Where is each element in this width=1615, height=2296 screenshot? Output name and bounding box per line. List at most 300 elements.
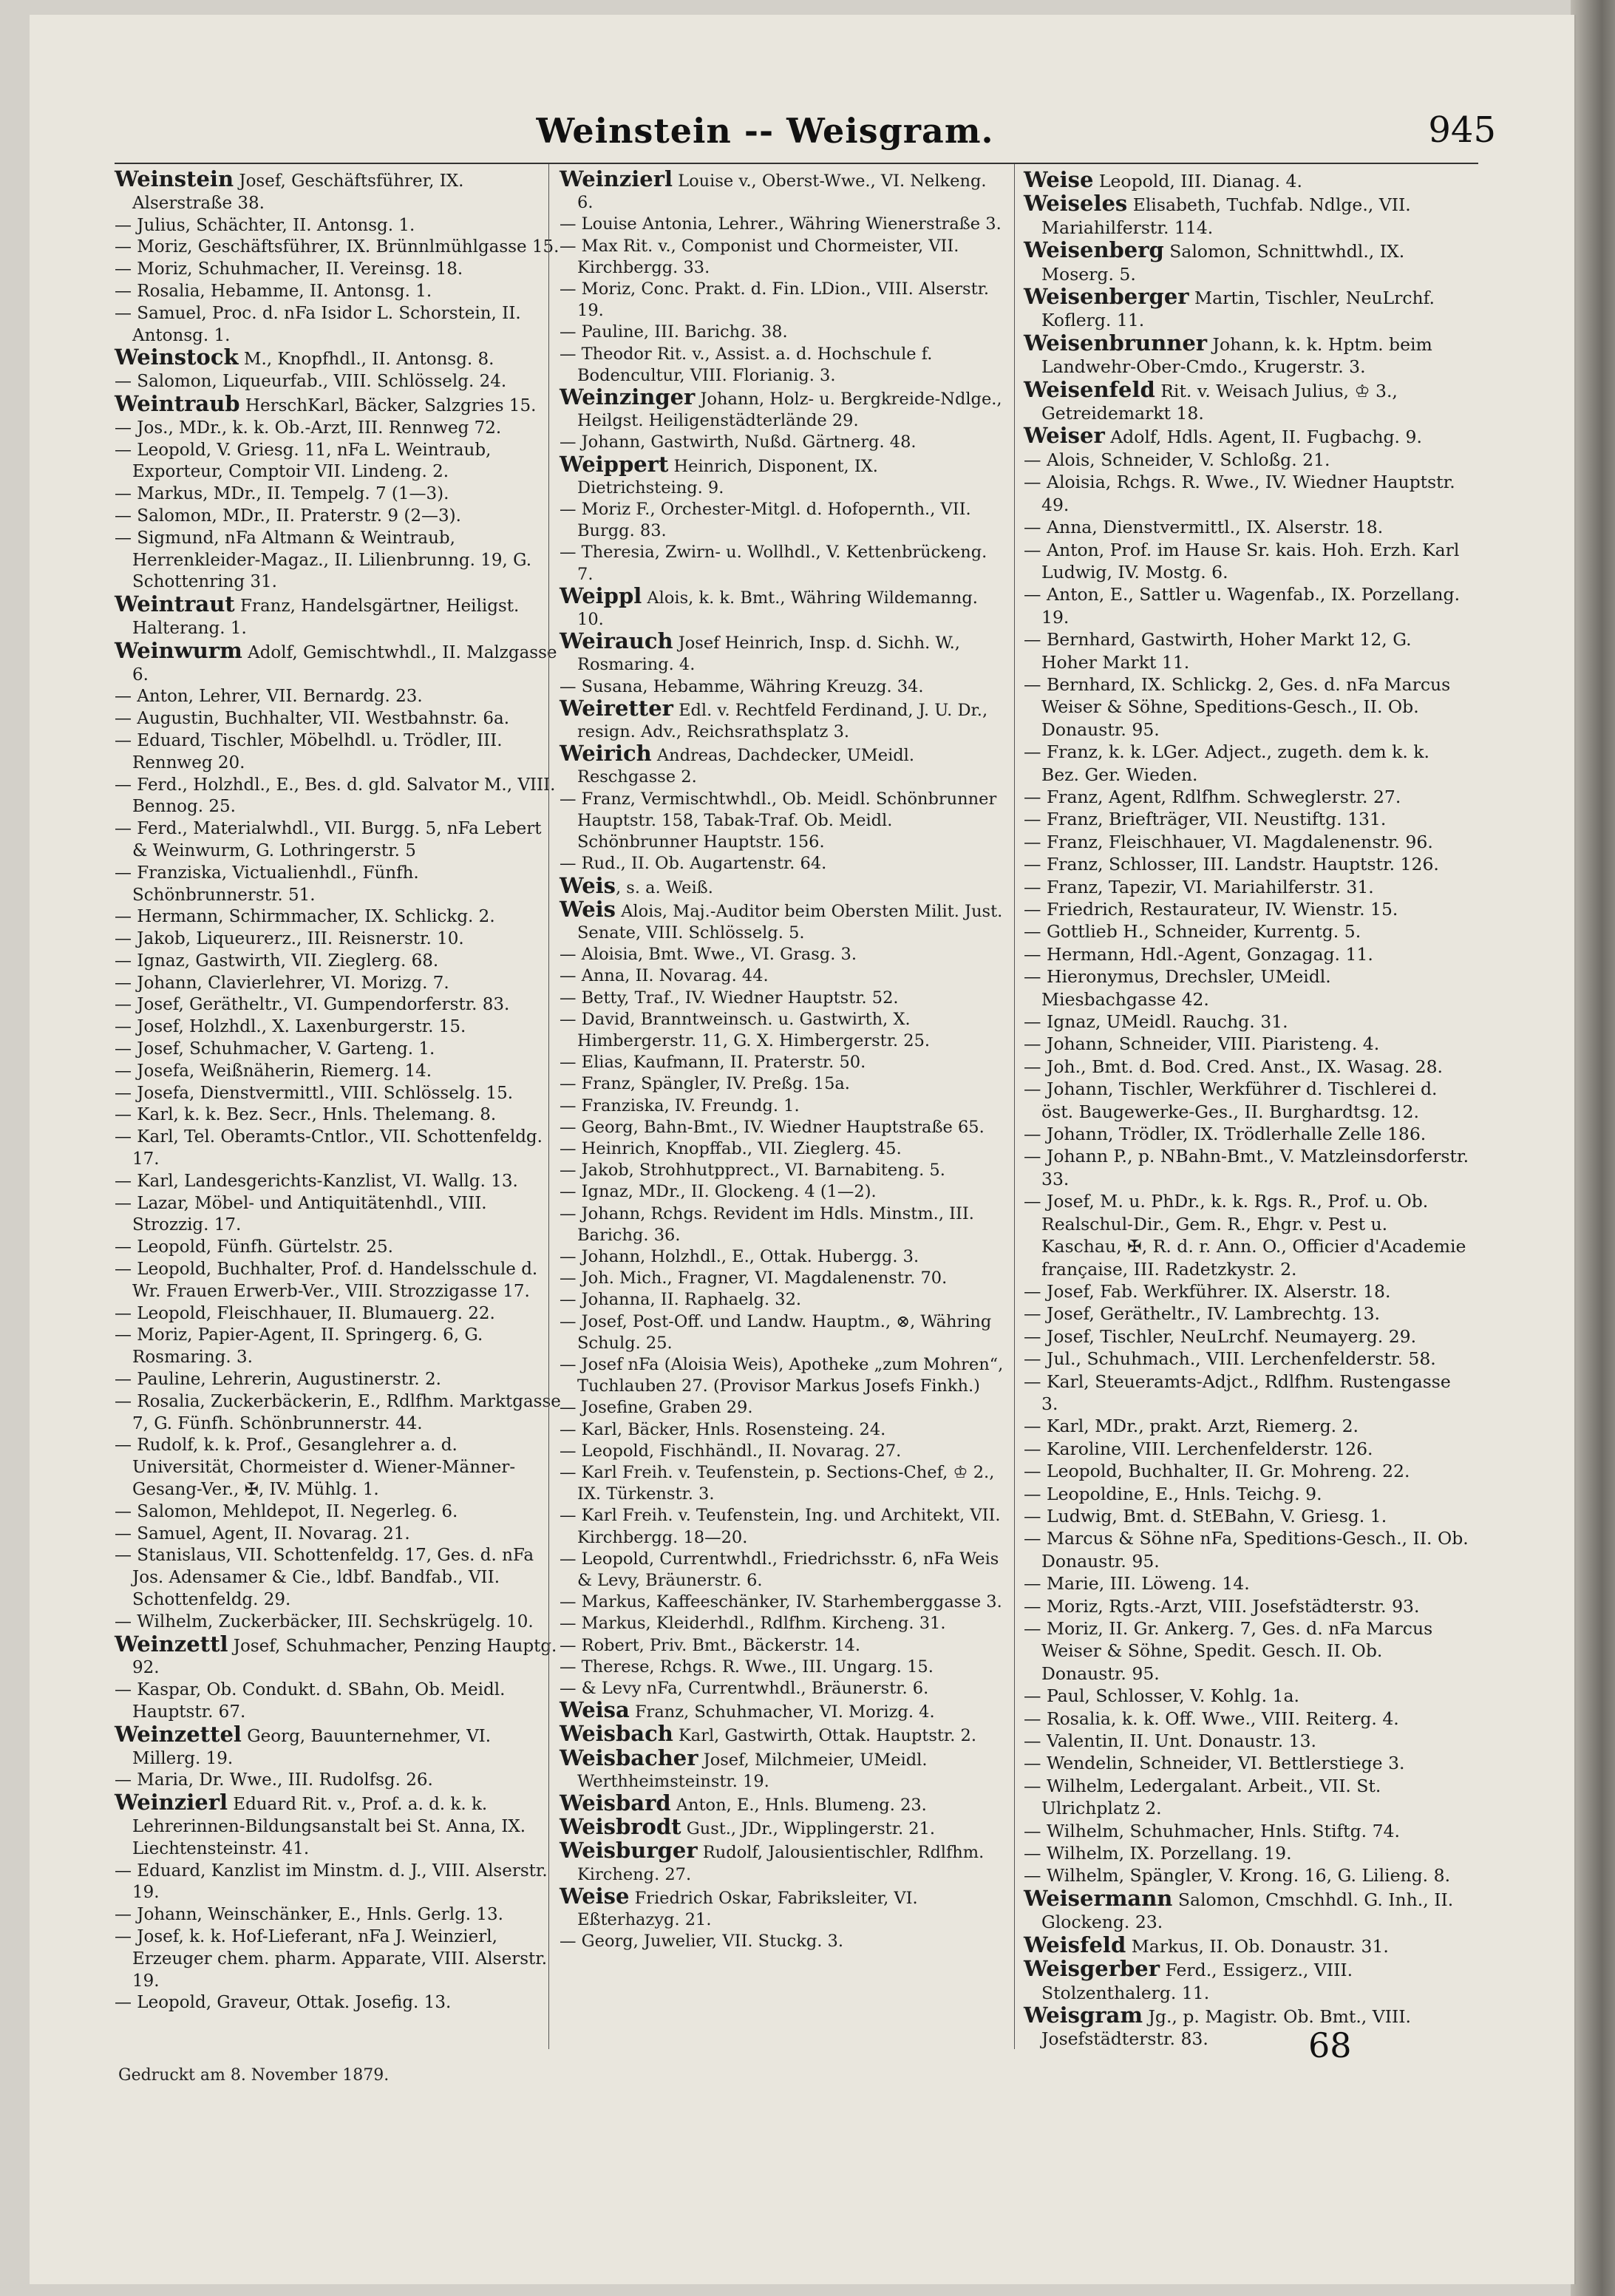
directory-entry [115,371,562,393]
entry-text: — Wilhelm, Zuckerbäcker, III. Sechskrügelg. 10. [115,1611,534,1631]
entry-text: — Franz, Fleischhauer, VI. Magdalenenstr. 96. [1024,831,1433,852]
entry-text: Salomon, Cmschhdl. G. Inh., II. Glockeng. 23. [1041,1889,1454,1933]
entry-text: — Jos., MDr., k. k. Ob.-Arzt, III. Rennweg 72. [115,418,502,438]
directory-entry [1024,583,1471,628]
directory-entry [115,1061,562,1083]
directory-entry [1024,516,1471,538]
entry-text: Rit. v. Weisach Julius, ♔ 3., Getreidemarkt 18. [1041,380,1398,424]
directory-entry [1024,1056,1471,1078]
entry-surname: Weisa [560,1697,630,1723]
directory-entry [1024,1730,1471,1752]
entry-surname: Weisenfeld [1024,376,1155,402]
directory-entry [115,591,562,640]
directory-entry [560,585,1007,631]
entry-text: — Leopold, Graveur, Ottak. Josefig. 13. [115,1993,452,2013]
entry-text: — Josef, Holzhdl., X. Laxenburgerstr. 15. [115,1017,466,1037]
entry-text: Adolf, Hdls. Agent, II. Fugbachg. 9. [1104,427,1422,448]
directory-entry [115,390,562,418]
directory-entry [115,730,562,775]
directory-entry [115,1679,562,1724]
directory-entry [115,259,562,281]
directory-entry [560,344,1007,387]
directory-entry [560,1657,1007,1678]
directory-entry [560,1268,1007,1289]
directory-entry [115,506,562,528]
column-divider-1 [548,164,549,2049]
entry-text: — Wilhelm, Schuhmacher, Hnls. Stiftg. 74. [1024,1820,1400,1841]
entry-text: — Louise Antonia, Lehrer., Währing Wienerstraße 3. [560,214,1002,234]
entry-text: — Pauline, Lehrerin, Augustinerstr. 2. [115,1370,441,1390]
directory-entry [1024,1438,1471,1460]
directory-entry [560,1678,1007,1699]
directory-entry [1024,1595,1471,1617]
entry-text: — Ignaz, MDr., II. Glockeng. 4 (1—2). [560,1182,877,1202]
header-rule [115,163,1478,164]
directory-entry [115,1721,562,1770]
directory-entry [560,1073,1007,1095]
entry-text: — Friedrich, Restaurateur, IV. Wienstr. 15. [1024,899,1398,920]
printing-date: Gedruckt am 8. November 1879. [118,2066,390,2085]
entry-text: — Rudolf, k. k. Prof., Gesanglehrer a. d. Universität, Chormeister d. Wiener-Männer-Gesang-Ver., ✠, IV. Mühlg. 1. [115,1436,516,1500]
entry-text: Josef, Geschäftsführer, IX. Alserstraße 38. [132,171,464,213]
directory-entry [560,1790,1007,1816]
entry-text: — Eduard, Tischler, Möbelhdl. u. Trödler, III. Rennweg 20. [115,730,503,772]
entry-text: — Hieronymus, Drechsler, UMeidl. Miesbachgasse 42. [1024,966,1331,1010]
entry-surname: Weiser [1024,423,1105,449]
directory-entry [115,1083,562,1105]
directory-entry [560,279,1007,322]
entry-text: — Moriz F., Orchester-Mitgl. d. Hofopernth., VII. Burgg. 83. [560,500,971,541]
entry-text: — Franz, Tapezir, VI. Mariahilferstr. 31. [1024,876,1374,897]
directory-entry [115,344,562,371]
directory-entry [560,1052,1007,1073]
directory-entry [1024,1617,1471,1685]
entry-text: — Anna, II. Novarag. 44. [560,966,769,986]
directory-entry [1024,1460,1471,1482]
directory-entry [115,1237,562,1259]
entry-text: — Josef, Schuhmacher, V. Garteng. 1. [115,1039,435,1059]
directory-entry [560,1397,1007,1419]
entry-text: — Leopold, Buchhalter, II. Gr. Mohreng. 22. [1024,1461,1410,1482]
directory-entry [115,1391,562,1436]
directory-entry [1024,1011,1471,1033]
directory-entry [1024,285,1471,332]
entry-surname: Weisgerber [1024,1956,1160,1982]
entry-text: — Karl Freih. v. Teufenstein, Ing. und Architekt, VII. Kirchbergg. 18—20. [560,1506,1001,1547]
entry-surname: Weisfeld [1024,1932,1126,1957]
entry-text: — Leopold, Currentwhdl., Friedrichsstr. 6, nFa Weis & Levy, Bräunerstr. 6. [560,1549,999,1590]
directory-entry [115,1611,562,1634]
directory-entry [115,1926,562,1992]
directory-entry [560,1462,1007,1505]
entry-text: — Salomon, MDr., II. Praterstr. 9 (2—3). [115,506,461,526]
entry-text: — Wilhelm, Ledergalant. Arbeit., VII. St. Ulrichplatz 2. [1024,1775,1381,1819]
entry-text: — Georg, Bahn-Bmt., IV. Wiedner Hauptstraße 65. [560,1117,985,1137]
entry-text: Alois, k. k. Bmt., Währing Wildemanng. 10. [577,588,978,630]
directory-entry [560,944,1007,965]
directory-entry [115,818,562,863]
entry-text: — Aloisia, Rchgs. R. Wwe., IV. Wiedner Hauptstr. 49. [1024,472,1455,515]
directory-entry [1024,1820,1471,1842]
entry-text: — Josefa, Weißnäherin, Riemerg. 14. [115,1061,432,1081]
directory-entry [560,1289,1007,1311]
directory-entry [1024,1190,1471,1280]
directory-entry [115,1631,562,1680]
entry-surname: Weise [1024,167,1094,192]
directory-entry [560,853,1007,874]
entry-text: — Franz, k. k. LGer. Adject., zugeth. dem k. k. Bez. Ger. Wieden. [1024,741,1430,785]
directory-entry [1024,1864,1471,1886]
entry-text: Karl, Gastwirth, Ottak. Hauptstr. 2. [673,1726,976,1746]
entry-text: — Markus, Kleiderhdl., Rdlfhm. Kircheng. 31. [560,1614,946,1634]
entry-text: — Moriz, Schuhmacher, II. Vereinsg. 18. [115,259,463,279]
directory-entry [1024,965,1471,1011]
entry-text: — Eduard, Kanzlist im Minstm. d. J., VIII. Alserstr. 19. [115,1861,548,1903]
entry-text: — Therese, Rchgs. R. Wwe., III. Ungarg. 15. [560,1657,934,1677]
directory-entry [115,528,562,594]
directory-entry [1024,449,1471,471]
entry-text: — Josef nFa (Aloisia Weis), Apotheke „zum Mohren“, Tuchlauben 27. (Provisor Markus Josefs Finkh.) [560,1354,1004,1396]
entry-text: — Johann, Gastwirth, Nußd. Gärtnerg. 48. [560,432,917,452]
entry-text: M., Knopfhdl., II. Antonsg. 8. [238,350,494,370]
entry-text: — Robert, Priv. Bmt., Bäckerstr. 14. [560,1635,860,1655]
entry-text: — Ludwig, Bmt. d. StEBahn, V. Griesg. 1. [1024,1505,1387,1526]
entry-text: — Pauline, III. Barichg. 38. [560,322,788,342]
entry-surname: Weisbrodt [560,1814,681,1840]
entry-surname: Weintraub [115,390,240,416]
entry-text: Heinrich, Disponent, IX. Dietrichsteing. 9. [577,456,878,497]
directory-entry [560,384,1007,432]
entry-text: — Anna, Dienstvermittl., IX. Alserstr. 18. [1024,517,1384,538]
directory-entry [560,1311,1007,1354]
directory-entry [115,1524,562,1546]
directory-entry [1024,1280,1471,1302]
entry-surname: Weis [560,872,616,898]
directory-entry [1024,1302,1471,1325]
directory-entry [560,1699,1007,1723]
entry-text: — Jakob, Strohhutpprect., VI. Barnabiteng. 5. [560,1161,945,1181]
directory-entry [560,1354,1007,1397]
running-header [30,111,1500,155]
directory-entry [115,440,562,484]
entry-surname: Weisbach [560,1721,673,1747]
directory-entry [115,863,562,907]
entry-text: Georg, Bauunternehmer, VI. Millerg. 19. [132,1726,492,1768]
directory-entry [115,708,562,730]
entry-text: — Franziska, Victualienhdl., Fünfh. Schönbrunnerstr. 51. [115,863,419,905]
entry-surname: Weisenberger [1024,284,1189,310]
entry-text: Josef Heinrich, Insp. d. Sichh. W., Rosmaring. 4. [577,634,960,675]
directory-entry [560,1138,1007,1160]
directory-entry [1024,673,1471,741]
entry-text: Rudolf, Jalousientischler, Rdlfhm. Kircheng. 27. [577,1843,985,1884]
directory-entry [115,637,562,687]
entry-surname: Weinzettl [115,1631,228,1657]
directory-entry [560,432,1007,453]
entry-text: — Johann, Trödler, IX. Trödlerhalle Zelle 186. [1024,1124,1427,1145]
directory-entry [1024,378,1471,425]
directory-entry [115,418,562,440]
entry-surname: Weise [560,1883,630,1909]
directory-entry [1024,1685,1471,1707]
entry-surname: Weiretter [560,695,673,721]
directory-entry [115,1104,562,1127]
entry-text: — Jakob, Liqueurerz., III. Reisnerstr. 10. [115,929,464,949]
directory-entry [115,303,562,347]
directory-entry [115,166,562,215]
entry-text: — Karl, Steueramts-Adjct., Rdlfhm. Rustengasse 3. [1024,1371,1451,1414]
directory-entry [1024,424,1471,448]
entry-text: — Lazar, Möbel- und Antiquitätenhdl., VIII. Strozzig. 17. [115,1193,487,1235]
entry-text: — Karl Freih. v. Teufenstein, p. Sections-Chef, ♔ 2., IX. Türkenstr. 3. [560,1462,995,1504]
entry-text: — Salomon, Liqueurfab., VIII. Schlösselg. 24. [115,372,507,392]
entry-surname: Weinzinger [560,384,696,410]
directory-entry [1024,853,1471,875]
directory-entry [1024,898,1471,920]
entry-text: — Leopold, Fischhändl., II. Novarag. 27. [560,1441,902,1461]
directory-entry [1024,2004,1471,2051]
entry-text: — Rosalia, Zuckerbäckerin, E., Rdlfhm. Marktgasse 7, G. Fünfh. Schönbrunnerstr. 44. [115,1391,561,1433]
entry-text: — Ignaz, Gastwirth, VII. Zieglerg. 68. [115,951,439,971]
entry-surname: Weinzierl [560,166,673,191]
directory-entry [115,1127,562,1171]
directory-entry [560,1745,1007,1793]
directory-entry [115,1545,562,1611]
entry-text: — Aloisia, Bmt. Wwe., VI. Grasg. 3. [560,945,857,965]
entry-surname: Weinzierl [115,1790,228,1816]
entry-text: — Johann, Weinschänker, E., Hnls. Gerlg. 13. [115,1905,503,1925]
directory-entry [560,965,1007,987]
directory-entry [1024,471,1471,516]
entry-text: — Kaspar, Ob. Condukt. d. SBahn, Ob. Meidl. Hauptstr. 67. [115,1680,506,1722]
entry-text: Elisabeth, Tuchfab. Ndlge., VII. Mariahilferstr. 114. [1041,194,1411,238]
entry-surname: Weinstock [115,344,239,370]
entry-text: — Stanislaus, VII. Schottenfeldg. 17, Ges. d. nFa Jos. Adensamer & Cie., ldbf. Bandfab., VII. Schottenfeldg. 29. [115,1546,534,1609]
directory-entry [1024,1033,1471,1055]
directory-entry [1024,1752,1471,1774]
entry-surname: Weinwurm [115,637,242,663]
directory-entry [1024,1527,1471,1572]
entry-text: — Wilhelm, Spängler, V. Krong. 16, G. Lilieng. 8. [1024,1865,1451,1886]
entry-text: Ferd., Essigerz., VIII. Stolzenthalerg. 11. [1041,1960,1353,2003]
directory-entry [115,951,562,973]
entry-text: — Markus, Kaffeeschänker, IV. Starhemberggasse 3. [560,1592,1002,1612]
directory-entry [115,1792,562,1860]
directory-entry [560,1613,1007,1634]
entry-text: — Moriz, Papier-Agent, II. Springerg. 6, G. Rosmaring. 3. [115,1325,483,1368]
entry-text: Eduard Rit. v., Prof. a. d. k. k. Lehrerinnen-Bildungsanstalt bei St. Anna, IX. Liechtensteinstr. 41. [132,1795,526,1858]
entry-text: — Gottlieb H., Schneider, Kurrentg. 5. [1024,921,1361,942]
directory-entry [1024,1078,1471,1123]
entry-text: — David, Branntweinsch. u. Gastwirth, X. Himbergerstr. 11, G. X. Himbergerstr. 25. [560,1009,931,1050]
entry-text: — Alois, Schneider, V. Schloßg. 21. [1024,449,1330,470]
entry-text: — Samuel, Proc. d. nFa Isidor L. Schorstein, II. Antonsg. 1. [115,303,521,345]
entry-text: — Anton, Prof. im Hause Sr. kais. Hoh. Erzh. Karl Ludwig, IV. Mostg. 6. [1024,539,1460,583]
entry-text: — Elias, Kaufmann, II. Praterstr. 50. [560,1053,866,1073]
entry-text: — Leopold, Fleischhauer, II. Blumauerg. 22. [115,1303,495,1323]
entry-text: — Rud., II. Ob. Augartenstr. 64. [560,854,827,874]
directory-entry [1024,1572,1471,1594]
directory-entry [115,1861,562,1905]
entry-surname: Weippert [560,451,669,477]
entry-text: — Georg, Juwelier, VII. Stuckg. 3. [560,1932,844,1952]
directory-entry [560,1816,1007,1840]
entry-text: — Augustin, Buchhalter, VII. Westbahnstr. 6a. [115,709,510,729]
directory-entry [1024,628,1471,673]
entry-text: — Franz, Schlosser, III. Landstr. Hauptstr. 126. [1024,854,1439,875]
directory-entry [560,1883,1007,1931]
directory-entry [560,1723,1007,1747]
directory-entry [560,1246,1007,1268]
directory-entry [1024,1842,1471,1864]
directory-entry [560,628,1007,676]
entry-text: — Johann, Clavierlehrer, VI. Morizg. 7. [115,973,449,993]
directory-entry [1024,332,1471,378]
entry-text: — Moriz, Conc. Prakt. d. Fin. LDion., VIII. Alserstr. 19. [560,279,990,321]
entry-text: Edl. v. Rechtfeld Ferdinand, J. U. Dr., resign. Adv., Reichsrathsplatz 3. [577,700,988,742]
entry-text: , s. a. Weiß. [616,877,713,897]
entry-text: — Wilhelm, IX. Porzellang. 19. [1024,1843,1292,1864]
entry-text: — Marie, III. Löweng. 14. [1024,1573,1250,1594]
entry-text: — Leopold, Fünfh. Gürtelstr. 25. [115,1237,393,1257]
entry-text: Josef, Schuhmacher, Penzing Hauptg. 92. [132,1636,557,1678]
directory-entry [560,1441,1007,1462]
entry-text: — Ignaz, UMeidl. Rauchg. 31. [1024,1011,1288,1033]
entry-text: — Bernhard, IX. Schlickg. 2, Ges. d. nFa Marcus Weiser & Söhne, Speditions-Gesch., II. Ob. Donaustr. 95. [1024,673,1451,740]
entry-surname: Weintraut [115,591,235,617]
entry-text: — Josef, Fab. Werkführer. IX. Alserstr. 18. [1024,1280,1391,1302]
entry-text: Leopold, III. Dianag. 4. [1093,171,1302,191]
directory-entry [560,1096,1007,1117]
entry-text: — Karl, Tel. Oberamts-Cntlor., VII. Schottenfeldg. 17. [115,1127,543,1169]
entry-text: — Ferd., Materialwhdl., VII. Burgg. 5, nFa Lebert & Weinwurm, G. Lothringerstr. 5 [115,819,542,860]
entry-text: Salomon, Schnittwhdl., IX. Moserg. 5. [1041,241,1405,285]
directory-entry [1024,239,1471,285]
entry-text: — Bernhard, Gastwirth, Hoher Markt 12, G. Hoher Markt 11. [1024,629,1412,673]
entry-text: — Maria, Dr. Wwe., III. Rudolfsg. 26. [115,1770,433,1790]
entry-text: — Johanna, II. Raphaelg. 32. [560,1290,802,1310]
entry-text: — Karoline, VIII. Lerchenfelderstr. 126. [1024,1438,1373,1459]
directory-entry [560,743,1007,788]
directory-entry [560,166,1007,214]
directory-entry [115,1992,562,2014]
directory-entry [1024,1934,1471,1957]
entry-text: — Sigmund, nFa Altmann & Weintraub, Herrenkleider-Magaz., II. Lilienbrunng. 19, G. Schottenring 31. [115,528,532,592]
directory-entry [560,1419,1007,1441]
directory-column-3 [1024,169,1471,2051]
directory-entry [115,1435,562,1501]
directory-entry [115,775,562,819]
directory-entry [1024,1325,1471,1348]
entry-text: — Hermann, Schirmmacher, IX. Schlickg. 2. [115,907,495,927]
directory-entry [1024,169,1471,192]
entry-surname: Weirauch [560,628,673,654]
entry-text: — Josef, k. k. Hof-Lieferant, nFa J. Weinzierl, Erzeuger chem. pharm. Apparate, VIII. Alserstr. 19. [115,1926,548,1991]
entry-text: Friedrich Oskar, Fabriksleiter, VI. Eßterhazyg. 21. [577,1888,918,1930]
directory-entry [115,973,562,995]
directory-entry [1024,192,1471,239]
directory-entry [1024,1505,1471,1527]
entry-text: — Theresia, Zwirn- u. Wollhdl., V. Kettenbrückeng. 7. [560,543,987,584]
entry-surname: Weirich [560,741,652,767]
entry-text: — Anton, Lehrer, VII. Bernardg. 23. [115,687,423,707]
directory-entry [560,789,1007,854]
entry-surname: Weisermann [1024,1885,1173,1911]
directory-entry [560,1505,1007,1548]
entry-text: — Anton, E., Sattler u. Wagenfab., IX. Porzellang. 19. [1024,584,1461,628]
directory-entry [1024,1957,1471,2004]
sheet-number: 68 [1308,2025,1352,2065]
entry-surname: Weisenberg [1024,237,1164,263]
entry-text: Adolf, Gemischtwhdl., II. Malzgasse 6. [132,642,557,685]
entry-text: — Johann, Rchgs. Revident im Hdls. Minstm., III. Barichg. 36. [560,1203,974,1245]
entry-text: — Josef, Post-Off. und Landw. Hauptm., ⊗, Währing Schulg. 25. [560,1311,992,1353]
directory-entry [560,1181,1007,1203]
directory-entry [560,872,1007,899]
entry-text: — Moriz, Geschäftsführer, IX. Brünnlmühlgasse 15. [115,237,560,257]
entry-surname: Weiseles [1024,191,1128,217]
directory-entry [1024,831,1471,853]
directory-entry [115,1303,562,1325]
entry-text: — Rosalia, k. k. Off. Wwe., VIII. Reiterg. 4. [1024,1708,1399,1729]
directory-entry [1024,876,1471,898]
entry-surname: Weinzettel [115,1721,242,1747]
entry-text: HerschKarl, Bäcker, Salzgries 15. [239,395,537,415]
book-spine-shadow [1571,0,1615,2296]
directory-entry [115,1369,562,1391]
entry-text: — Johann P., p. NBahn-Bmt., V. Matzleinsdorferstr. 33. [1024,1146,1469,1189]
entry-text: — Josef, Tischler, NeuLrchf. Neumayerg. 29. [1024,1325,1417,1347]
directory-entry [1024,1483,1471,1505]
entry-text: Anton, E., Hnls. Blumeng. 23. [670,1796,927,1816]
entry-text: — Julius, Schächter, II. Antonsg. 1. [115,215,415,235]
directory-entry [1024,1145,1471,1190]
entry-text: Johann, Holz- u. Bergkreide-Ndlge., Heilgst. Heiligenstädterlände 29. [577,390,1002,431]
entry-text: — Josef, Gerätheltr., VI. Gumpendorferstr. 83. [115,995,510,1015]
entry-text: — Josefa, Dienstvermittl., VIII. Schlösselg. 15. [115,1083,514,1103]
directory-entry [115,215,562,237]
entry-surname: Weinstein [115,166,234,191]
directory-entry [560,1549,1007,1592]
directory-entry [1024,786,1471,808]
entry-text: — Johann, Holzhdl., E., Ottak. Hubergg. 3. [560,1246,919,1266]
entry-surname: Weisburger [560,1838,698,1864]
entry-text: — Salomon, Mehldepot, II. Negerleg. 6. [115,1501,458,1521]
entry-text: — Leopold, Buchhalter, Prof. d. Handelsschule d. Wr. Frauen Erwerb-Ver., VIII. Strozzigasse 17. [115,1260,538,1301]
entry-text: — Moriz, II. Gr. Ankerg. 7, Ges. d. nFa Marcus Weiser & Söhne, Spedit. Gesch. II. Ob. Donaustr. 95. [1024,1618,1433,1684]
directory-column-1 [115,166,562,2014]
entry-text: — Paul, Schlosser, V. Kohlg. 1a. [1024,1685,1299,1707]
entry-text: — Joh. Mich., Fragner, VI. Magdalenenstr. 70. [560,1268,948,1288]
directory-entry [1024,539,1471,584]
entry-text: — Susana, Hebamme, Währing Kreuzg. 34. [560,676,924,696]
directory-entry [115,1259,562,1303]
entry-text: Martin, Tischler, NeuLrchf. Koflerg. 11. [1041,288,1435,331]
entry-text: — Joh., Bmt. d. Bod. Cred. Anst., IX. Wasag. 28. [1024,1056,1444,1077]
directory-entry [115,1904,562,1926]
entry-text: — Marcus & Söhne nFa, Speditions-Gesch., II. Ob. Donaustr. 95. [1024,1528,1469,1572]
directory-entry [560,1160,1007,1181]
directory-entry [1024,808,1471,830]
entry-text: Jg., p. Magistr. Ob. Bmt., VIII. Josefstädterstr. 83. [1041,2005,1412,2050]
entry-text: — Leopoldine, E., Hnls. Teichg. 9. [1024,1483,1322,1504]
directory-entry [560,499,1007,542]
directory-entry [560,1203,1007,1246]
entry-text: — Franz, Briefträger, VII. Neustiftg. 131. [1024,809,1387,830]
entry-text: — Franz, Vermischtwhdl., Ob. Meidl. Schönbrunner Hauptstr. 158, Tabak-Traf. Ob. Meidl. Schönbrunner Hauptstr. 156. [560,789,997,852]
directory-entry [560,451,1007,499]
directory-entry [1024,1775,1471,1820]
